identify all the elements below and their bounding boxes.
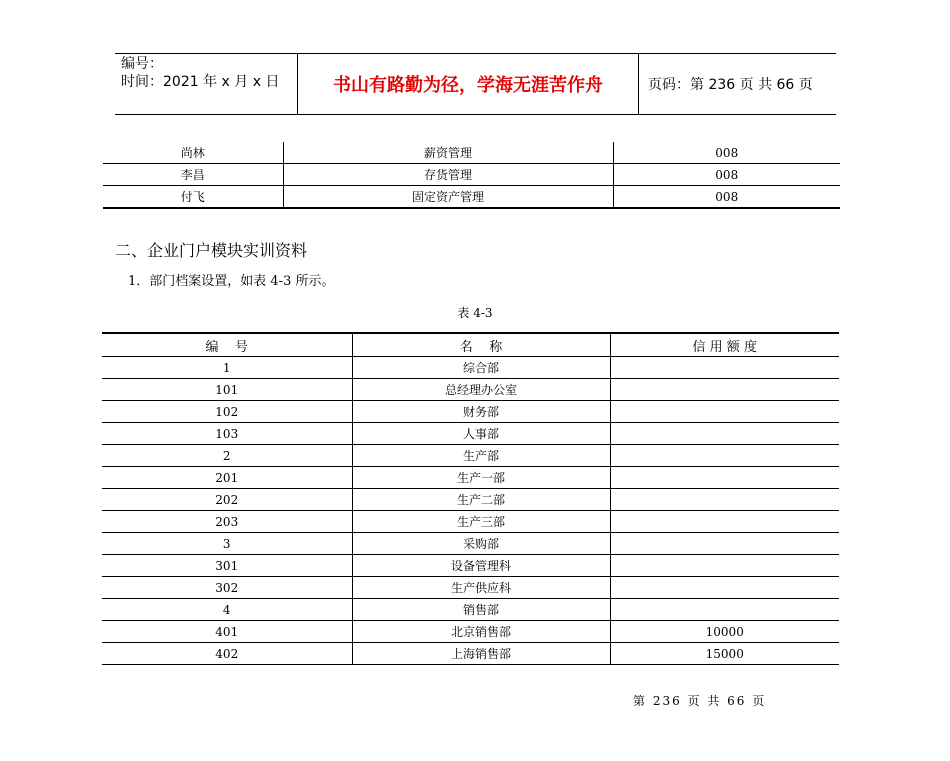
table-row xyxy=(102,533,839,555)
table-cell: 李昌 xyxy=(103,164,283,186)
header-info xyxy=(121,55,279,91)
dept-name-cell: 财务部 xyxy=(352,401,610,423)
dept-code-cell: 302 xyxy=(102,577,352,599)
table-row xyxy=(102,555,839,577)
dept-code-cell: 402 xyxy=(102,643,352,665)
dept-code-cell: 301 xyxy=(102,555,352,577)
dept-code-cell: 4 xyxy=(102,599,352,621)
dept-code-cell: 1 xyxy=(102,357,352,379)
table-row xyxy=(102,643,839,665)
header-page-number: 页码：第 236 页 共 66 页 xyxy=(648,76,813,93)
section-heading: 二、企业门户模块实训资料 xyxy=(115,241,308,260)
table-row xyxy=(102,401,839,423)
section-paragraph: 1．部门档案设置，如表 4-3 所示。 xyxy=(128,274,335,289)
dept-credit-cell xyxy=(610,533,839,555)
dept-code-cell: 3 xyxy=(102,533,352,555)
table-cell: 008 xyxy=(613,142,840,164)
dept-name-cell: 北京销售部 xyxy=(352,621,610,643)
table-row xyxy=(102,445,839,467)
table-cell: 尚林 xyxy=(103,142,283,164)
table-row xyxy=(102,577,839,599)
dept-code-cell: 203 xyxy=(102,511,352,533)
header-name: 名 称 xyxy=(352,333,610,357)
dept-credit-cell: 10000 xyxy=(610,621,839,643)
time-label: 时间：2021 年 x 月 x 日 xyxy=(121,74,280,90)
table-caption: 表 4-3 xyxy=(457,306,493,320)
table-cell: 008 xyxy=(613,186,840,209)
dept-name-cell: 生产部 xyxy=(352,445,610,467)
dept-name-cell: 采购部 xyxy=(352,533,610,555)
table-header-row xyxy=(102,333,839,357)
dept-name-cell: 设备管理科 xyxy=(352,555,610,577)
header-divider-right xyxy=(638,53,639,114)
header-code: 编 号 xyxy=(102,333,352,357)
dept-name-cell: 综合部 xyxy=(352,357,610,379)
staff-module-table xyxy=(103,142,840,209)
dept-credit-cell xyxy=(610,445,839,467)
dept-name-cell: 上海销售部 xyxy=(352,643,610,665)
table-cell: 固定资产管理 xyxy=(283,186,613,209)
table-cell: 薪资管理 xyxy=(283,142,613,164)
dept-name-cell: 人事部 xyxy=(352,423,610,445)
dept-credit-cell xyxy=(610,577,839,599)
dept-credit-cell xyxy=(610,467,839,489)
serial-label: 编号： xyxy=(121,56,163,72)
header-credit-limit: 信 用 额 度 xyxy=(610,333,839,357)
dept-code-cell: 202 xyxy=(102,489,352,511)
table-cell: 008 xyxy=(613,164,840,186)
header-motto: 书山有路勤为径，学海无涯苦作舟 xyxy=(333,74,603,96)
dept-code-cell: 2 xyxy=(102,445,352,467)
table-row xyxy=(102,379,839,401)
dept-credit-cell xyxy=(610,357,839,379)
dept-credit-cell: 15000 xyxy=(610,643,839,665)
table-row xyxy=(102,467,839,489)
table-row xyxy=(102,511,839,533)
table-cell: 付飞 xyxy=(103,186,283,209)
table-row xyxy=(102,423,839,445)
dept-credit-cell xyxy=(610,555,839,577)
dept-code-cell: 201 xyxy=(102,467,352,489)
dept-credit-cell xyxy=(610,379,839,401)
dept-credit-cell xyxy=(610,599,839,621)
department-table-body xyxy=(102,357,839,665)
dept-name-cell: 生产二部 xyxy=(352,489,610,511)
table-row xyxy=(103,142,840,164)
dept-credit-cell xyxy=(610,511,839,533)
dept-name-cell: 总经理办公室 xyxy=(352,379,610,401)
dept-code-cell: 401 xyxy=(102,621,352,643)
header-bottom-rule xyxy=(115,114,836,115)
dept-code-cell: 101 xyxy=(102,379,352,401)
dept-credit-cell xyxy=(610,401,839,423)
table-row xyxy=(102,489,839,511)
dept-credit-cell xyxy=(610,489,839,511)
page-footer: 第 236 页 共 66 页 xyxy=(633,694,767,708)
dept-credit-cell xyxy=(610,423,839,445)
dept-name-cell: 生产一部 xyxy=(352,467,610,489)
table-row xyxy=(102,621,839,643)
table-row xyxy=(103,164,840,186)
table-row xyxy=(102,599,839,621)
dept-code-cell: 103 xyxy=(102,423,352,445)
dept-code-cell: 102 xyxy=(102,401,352,423)
table-cell: 存货管理 xyxy=(283,164,613,186)
dept-name-cell: 生产供应科 xyxy=(352,577,610,599)
dept-name-cell: 销售部 xyxy=(352,599,610,621)
department-table xyxy=(102,332,839,665)
table-row xyxy=(103,186,840,209)
table-row xyxy=(102,357,839,379)
dept-name-cell: 生产三部 xyxy=(352,511,610,533)
